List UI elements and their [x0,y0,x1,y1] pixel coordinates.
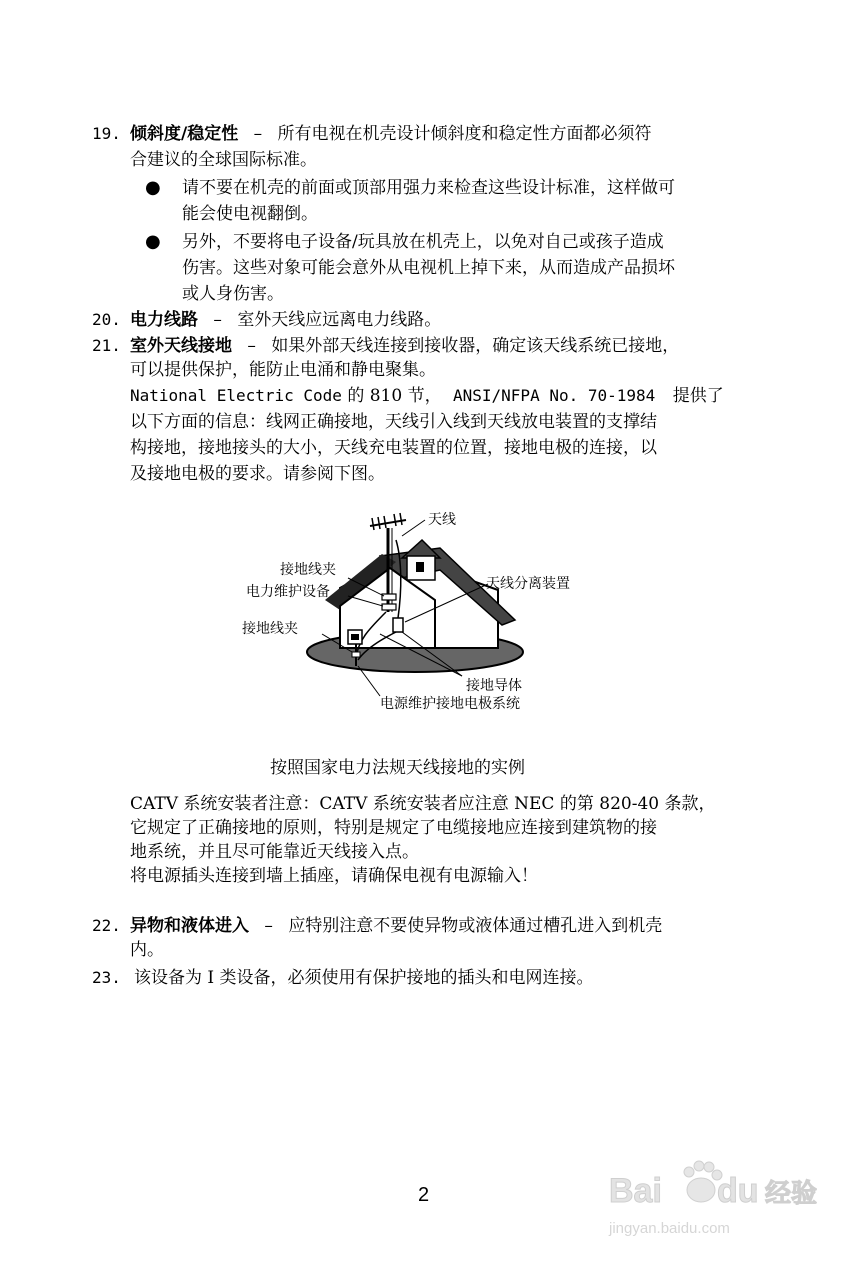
label-antenna: 天线 [428,512,456,528]
baidu-watermark-logo [605,1150,825,1250]
item21-line6: 及接地电极的要求。请参阅下图。 [130,464,385,484]
bullet2-line2: 伤害。这些对象可能会意外从电视机上掉下来，从而造成产品损坏 [182,258,675,278]
svg-text:du: du [717,1172,759,1210]
label-discharge-unit: 天线分离装置 [486,576,570,592]
label-conductors: 接地导体 [466,678,522,694]
bullet1-line1: 请不要在机壳的前面或顶部用强力来检查这些设计标准，这样做可 [182,178,675,198]
item21-text: 如果外部天线连接到接收器，确定该天线系统已接地， [271,336,680,356]
label-service-equipment: 电力维护设备 [246,584,330,600]
catv-line3: 地系统，并且尽可能靠近天线接入点。 [130,842,419,862]
nec-provides: 提供了 [672,386,724,406]
page-number: 2 [418,1184,430,1206]
watermark-url: jingyan.baidu.com [609,1220,730,1237]
item22-text: 应特别注意不要使异物或液体通过槽孔进入到机壳 [288,916,663,936]
item23-text: 该设备为 I 类设备，必须使用有保护接地的插头和电网连接。 [134,968,594,988]
catv-line4: 将电源插头连接到墙上插座，请确保电视有电源输入！ [130,866,538,886]
item20-title: 电力线路 [130,310,198,330]
bullet2-line3: 或人身伤害。 [182,284,284,304]
figure-caption: 按照国家电力法规天线接地的实例 [270,758,525,778]
label-clamp-top: 接地线夹 [280,562,336,578]
antenna-grounding-figure [230,500,600,720]
item19-title: 倾斜度/稳定性 [130,124,239,144]
dash: – [213,310,222,330]
item-number: 23. [92,968,121,987]
item22-line2: 内。 [130,940,164,960]
item-number: 22. [92,916,121,935]
nec-code-name: National Electric Code [130,386,342,405]
item22-line1 [130,914,662,938]
item19-text: 所有电视在机壳设计倾斜度和稳定性方面都必须符 [277,124,652,144]
item21-line4: 以下方面的信息：线网正确接地，天线引入线到天线放电装置的支撑结 [130,412,657,432]
item20-line [130,308,441,332]
bullet2-line1: 另外，不要将电子设备/玩具放在机壳上，以免对自己或孩子造成 [182,232,664,252]
catv-line2: 它规定了正确接地的原则，特别是规定了电缆接地应连接到建筑物的接 [130,818,657,838]
item21-line2: 可以提供保护，能防止电涌和静电聚集。 [130,360,436,380]
discharge-unit [393,618,403,632]
item21-line5: 构接地，接地接头的大小，天线充电装置的位置，接地电极的连接，以 [130,438,657,458]
label-electrode-system: 电源维护接地电极系统 [380,696,520,712]
item22-title: 异物和液体进入 [130,916,249,936]
item-number: 21. [92,336,121,355]
dash: – [253,124,263,144]
item21-title: 室外天线接地 [130,336,232,356]
item-number: 20. [92,310,121,329]
label-clamp-bottom: 接地线夹 [242,621,298,637]
item-number: 19. [92,124,121,143]
dash: – [247,336,256,356]
item19-line1 [130,122,652,146]
item21-line1 [130,334,679,358]
item21-line3 [130,384,724,408]
bullet-icon: ● [145,177,161,198]
bullet1-line2: 能会使电视翻倒。 [182,204,318,224]
nec-section: 的 810 节， [347,386,442,406]
item20-text: 室外天线应远离电力线路。 [237,310,442,330]
dash: – [264,916,273,936]
svg-text:Bai: Bai [609,1172,662,1210]
dormer-window [416,562,424,572]
item19-line2: 合建议的全球国际标准。 [130,150,317,170]
catv-line1: CATV 系统安装者注意：CATV 系统安装者应注意 NEC 的第 820-40 条款， [130,794,716,814]
svg-text:经验: 经验 [765,1179,818,1209]
ansi-code: ANSI/NFPA No. 70-1984 [453,386,656,405]
bullet-icon: ● [145,231,161,252]
